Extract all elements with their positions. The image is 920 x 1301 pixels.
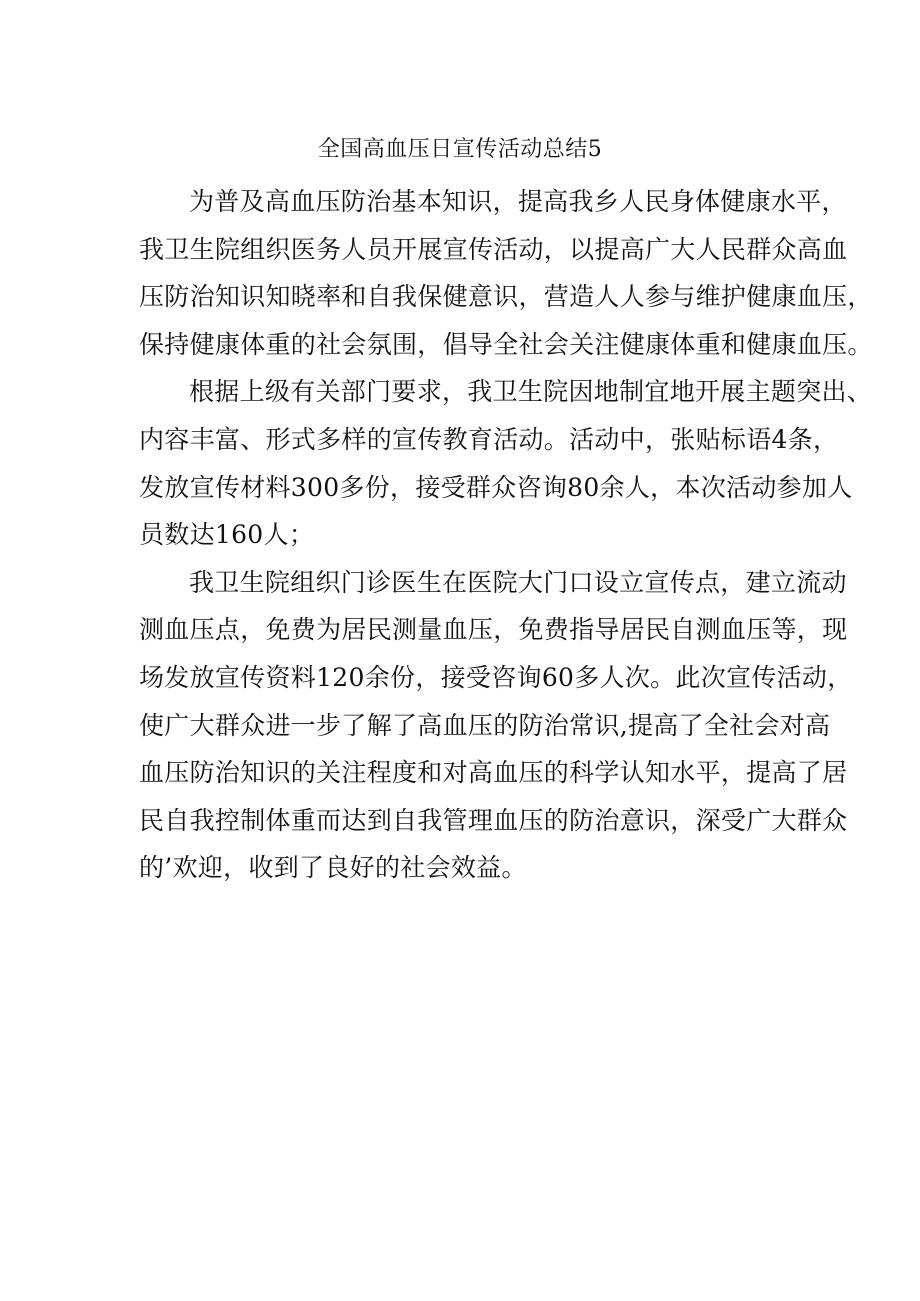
paragraph-1 xyxy=(139,178,873,368)
paragraph-line: 血压防治知识的关注程度和对高血压的科学认知水平，提高了居 xyxy=(139,758,848,788)
paragraph-line: 压防治知识知晓率和自我保健意识，营造人人参与维护健康血压， xyxy=(139,282,873,312)
paragraph-3 xyxy=(139,559,853,892)
paragraph-line: 使广大群众进一步了解了高血压的防治常识,提高了全社会对高 xyxy=(139,710,831,740)
paragraph-line: 员数达160人； xyxy=(139,520,315,550)
paragraph-line: 我卫生院组织医务人员开展宣传活动，以提高广大人民群众高血 xyxy=(139,234,848,264)
document-body xyxy=(139,178,873,892)
paragraph-line: 根据上级有关部门要求，我卫生院因地制宜地开展主题突出、 xyxy=(189,377,873,407)
paragraph-line: 的’欢迎，收到了良好的社会效益。 xyxy=(139,853,527,883)
paragraph-line: 测血压点，免费为居民测量血压，免费指导居民自测血压等，现 xyxy=(139,615,848,645)
paragraph-line: 内容丰富、形式多样的宣传教育活动。活动中，张贴标语4条， xyxy=(139,424,839,454)
paragraph-line: 我卫生院组织门诊医生在医院大门口设立宣传点，建立流动 xyxy=(189,567,847,597)
paragraph-line: 民自我控制体重而达到自我管理血压的防治意识，深受广大群众 xyxy=(139,805,848,835)
paragraph-line: 场发放宣传资料120余份，接受咨询60多人次。此次宣传活动， xyxy=(139,662,853,692)
paragraph-2 xyxy=(139,368,873,558)
paragraph-line: 为普及高血压防治基本知识，提高我乡人民身体健康水平， xyxy=(189,187,847,216)
paragraph-line: 发放宣传材料300多份，接受群众咨询80余人，本次活动参加人 xyxy=(139,472,853,502)
document-title: 全国高血压日宣传活动总结5 xyxy=(317,137,603,162)
paragraph-line: 保持健康体重的社会氛围，倡导全社会关注健康体重和健康血压。 xyxy=(139,329,873,359)
